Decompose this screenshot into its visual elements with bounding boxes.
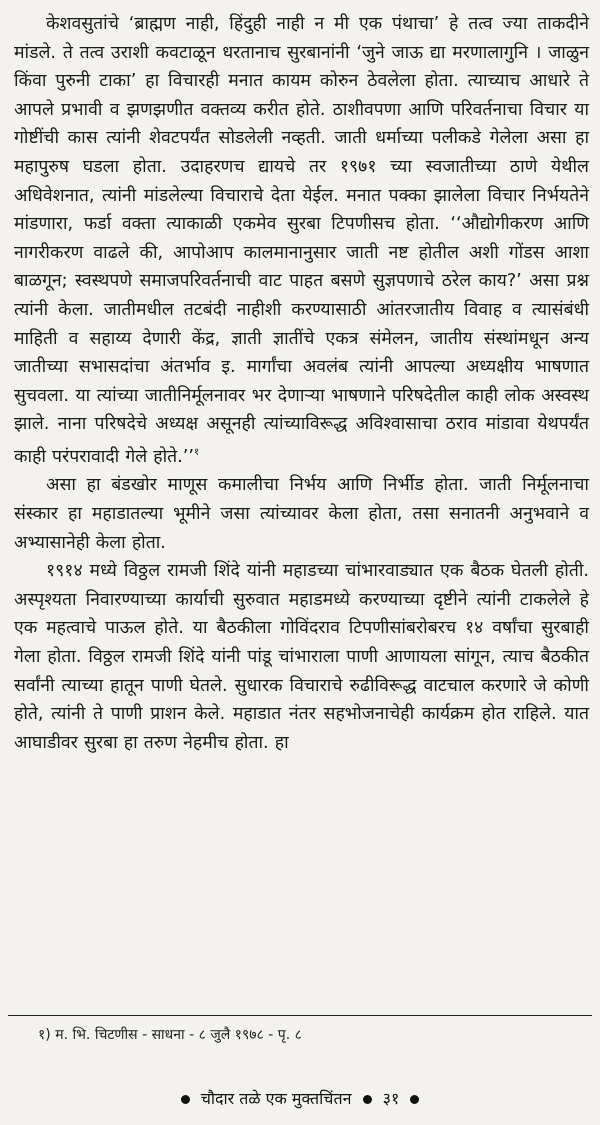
footnote: १) म. भि. चिटणीस - साधना - ८ जुलै १९७८ - पृ. ८ xyxy=(38,1027,302,1043)
bullet-icon xyxy=(181,1095,190,1104)
bullet-icon xyxy=(363,1095,372,1104)
paragraph-1 xyxy=(14,10,589,471)
bullet-icon xyxy=(410,1095,419,1104)
book-title: चौदार तळे एक मुक्तचिंतन xyxy=(200,1089,352,1108)
footnote-reference: १ xyxy=(193,446,200,458)
paragraph-1-text: केशवसुतांचे ‘ब्राह्मण नाही, हिंदुही नाही न मी एक पंथाचा’ हे तत्व ज्या ताकदीने मांडले. ते तत्व उराशी कवटाळून धरतानाच सुरबानांनी ‘जुने जाऊ द्या मरणालागुनि । जाळुन किंवा पुरुनी टाका’ हा विचारही मनात कायम कोरुन ठेवलेला होता. त्याच्याच आधारे ते आपले प्रभावी व झणझणीत वक्तव्य करीत होते. ठाशीवपणा आणि परिवर्तनाचा विचार या गोष्टींची कास त्यांनी शेवटपर्यंत सोडलेली नव्हती. जाती धर्माच्या पलीकडे गेलेला असा हा महापुरुष घडला होता. उदाहरणच द्यायचे तर १९७१ च्या स्वजातीच्या ठाणे येथील अधिवेशनात, त्यांनी मांडलेल्या विचाराचे देता येईल. मनात पक्का झालेला विचार निर्भयतेने मांडणारा, फर्डा वक्ता त्याकाळी एकमेव सुरबा टिपणीसच होता. ‘‘औद्योगीकरण आणि नागरीकरण वाढले की, आपोआप कालमानानुसार जाती नष्ट होतील अशी गोंडस आशा बाळगून; स्वस्थपणे समाजपरिवर्तनाची वाट पाहत बसणे सुज्ञपणाचे ठरेल काय?’ असा प्रश्न त्यांनी केला. जातीमधील तटबंदी नाहीशी करण्यासाठी आंतरजातीय विवाह व त्यासंबंधी माहिती व सहाय्य देणारी केंद्र, ज्ञाती ज्ञातींचे एकत्र संमेलन, जातीय संस्थांमधून अन्य जातीच्या सभासदांचा अंतर्भाव इ. मार्गांचा अवलंब त्यांनी आपल्या अध्यक्षीय भाषणात सुचवला. या त्यांच्या जातीनिर्मूलनावर भर देणाऱ्या भाषणाने परिषदेतील काही लोक अस्वस्थ झाले. नाना परिषदेचे अध्यक्ष असूनही त्यांच्याविरूद्ध अविश्वासाचा ठराव मांडावा येथपर्यंत काही परंपरावादी गेले होते.’’ xyxy=(14,14,589,467)
paragraph-2: असा हा बंडखोर माणूस कमालीचा निर्भय आणि निर्भीड होता. जाती निर्मूलनाचा संस्कार हा महाडातल्या भूमीने जसा त्यांच्यावर केला होता, तसा सनातनी अनुभवाने व अभ्यासानेही केला होता. xyxy=(14,475,589,553)
paragraph-3: १९१४ मध्ये विठ्ठल रामजी शिंदे यांनी महाडच्या चांभारवाड्यात एक बैठक घेतली होती. अस्पृश्यता निवारण्याच्या कार्याची सुरुवात महाडमध्ये करण्याच्या दृष्टीने त्यांनी टाकलेले हे एक महत्वाचे पाऊल होते. या बैठकीला गोविंदराव टिपणीसांबरोबरच १४ वर्षांचा सुरबाही गेला होता. विठ्ठल रामजी शिंदे यांनी पांडू चांभाराला पाणी आणायला सांगून, त्याच बैठकीत सर्वांनी त्याच्या हातून पाणी घेतले. सुधारक विचाराचे रुढीविरूद्ध वाटचाल करणारे जे कोणी होते, त्यांनी ते पाणी प्राशन केले. महाडात नंतर सहभोजनाचेही कार्यक्रम होत राहिले. यात आघाडीवर सुरबा हा तरुण नेहमीच होता. हा xyxy=(14,561,589,753)
footnote-divider xyxy=(8,1015,592,1016)
page-body xyxy=(14,10,589,757)
page-footer xyxy=(0,1087,600,1109)
page-number: ३१ xyxy=(382,1089,400,1108)
